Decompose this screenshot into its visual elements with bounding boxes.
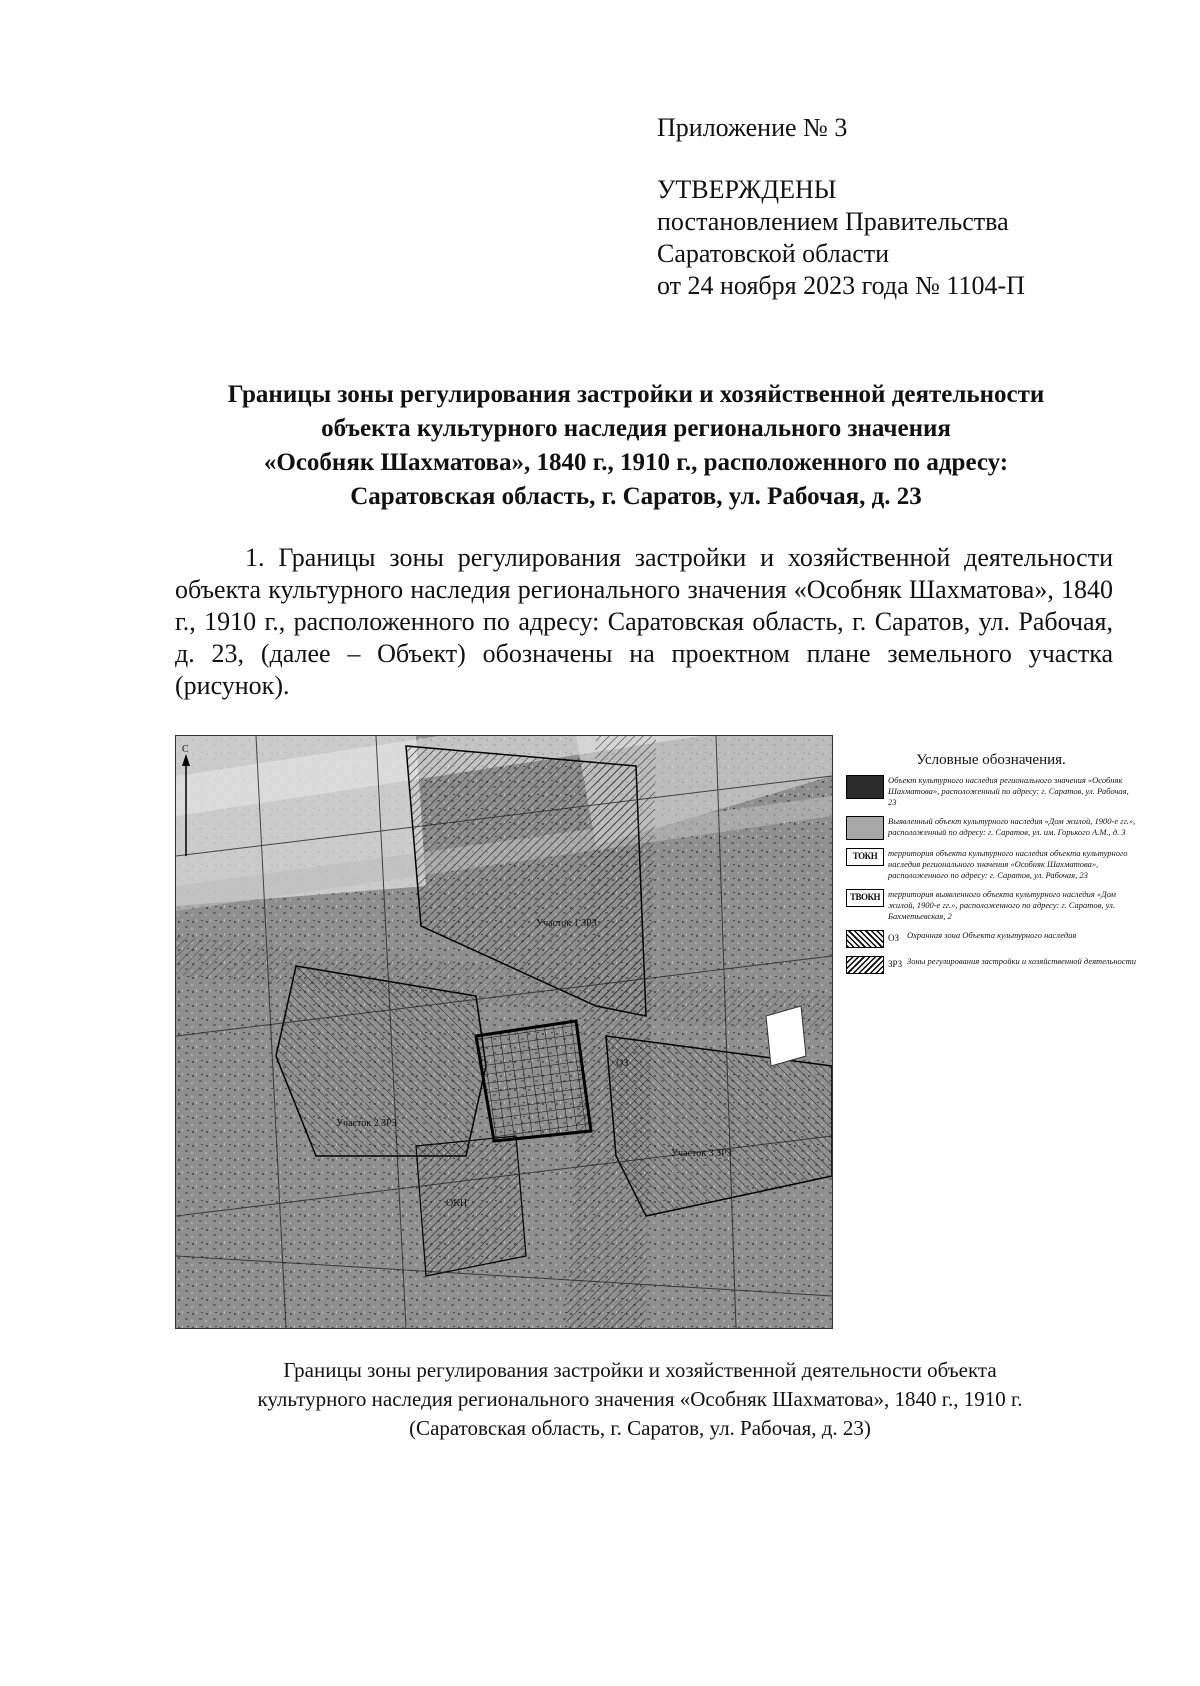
map-legend bbox=[846, 752, 1136, 982]
caption-line: Границы зоны регулирования застройки и хозяйственной деятельности объекта bbox=[283, 1358, 997, 1382]
caption-line: (Саратовская область, г. Саратов, ул. Рабочая, д. 23) bbox=[409, 1416, 871, 1440]
north-arrow-label: С bbox=[182, 744, 189, 755]
map-label-oz: ОЗ bbox=[616, 1058, 629, 1069]
legend-item-text: Охранная зона Объекта культурного наследия bbox=[907, 930, 1077, 940]
approved-heading: УТВЕРЖДЕНЫ bbox=[657, 175, 837, 204]
appendix-number: Приложение № 3 bbox=[657, 113, 848, 142]
map-label-plot-2: Участок 2 ЗРЗ bbox=[336, 1118, 397, 1129]
title-line: объекта культурного наследия регионального значения bbox=[321, 415, 951, 442]
legend-item bbox=[846, 848, 1136, 881]
title-line: Саратовская область, г. Саратов, ул. Рабочая, д. 23 bbox=[350, 483, 922, 510]
approval-block bbox=[657, 112, 1025, 302]
title-line: Границы зоны регулирования застройки и хозяйственной деятельности bbox=[227, 381, 1045, 408]
body-paragraph bbox=[175, 542, 1113, 702]
legend-item bbox=[846, 775, 1136, 808]
legend-swatch-zrz bbox=[846, 956, 884, 974]
caption-line: культурного наследия регионального значения «Особняк Шахматова», 1840 г., 1910 г. bbox=[257, 1387, 1023, 1411]
legend-item-text: территория объекта культурного наследия объекта культурного наследия регионального значения «Особняк Шахматова», расположенного по адресу: г. Саратов, ул. Рабочая, 23 bbox=[888, 848, 1128, 880]
map-label-okn: ОКН bbox=[446, 1198, 468, 1209]
legend-swatch-tokn: ТОКН bbox=[846, 848, 884, 866]
legend-code: ЗРЗ bbox=[888, 959, 903, 969]
legend-code: ОЗ bbox=[888, 933, 900, 943]
legend-item bbox=[846, 930, 1136, 948]
figure-caption bbox=[150, 1356, 1130, 1443]
legend-item-text: Зоны регулирования застройки и хозяйственной деятельности bbox=[907, 956, 1136, 966]
legend-item-text: Выявленный объект культурного наследия «Дом жилой, 1900-е гг.», расположенный по адресу: г. Саратов, ул. им. Горького А.М., д. 3 bbox=[888, 816, 1136, 837]
approval-date: от 24 ноября 2023 года № 1104-П bbox=[657, 271, 1025, 300]
map-label-plot-1: Участок 1 ЗРЗ bbox=[536, 918, 597, 929]
legend-item bbox=[846, 956, 1136, 974]
legend-swatch-oz bbox=[846, 930, 884, 948]
title-line: «Особняк Шахматова», 1840 г., 1910 г., расположенного по адресу: bbox=[263, 449, 1009, 476]
legend-item bbox=[846, 816, 1136, 840]
legend-title: Условные обозначения. bbox=[916, 752, 1066, 768]
legend-swatch-okn bbox=[846, 775, 884, 799]
approval-line: постановлением Правительства bbox=[657, 207, 1009, 236]
paragraph-text: 1. Границы зоны регулирования застройки и хозяйственной деятельности объекта культурного наследия регионального значения «Особняк Шахматова», 1840 г., 1910 г., расположенного по адресу: Саратовская область, г. Саратов, ул. Рабочая, д. 23, (далее – Объект) обозначены на проектном плане земельного участка (рисунок). bbox=[175, 543, 1113, 700]
map-label-plot-3: Участок 3 ЗРЗ bbox=[671, 1148, 732, 1159]
document-title bbox=[150, 378, 1122, 514]
legend-swatch-vokn bbox=[846, 816, 884, 840]
legend-item bbox=[846, 889, 1136, 922]
legend-item-text: территория выявленного объекта культурного наследия «Дом жилой, 1900-е гг.», расположенного по адресу: г. Саратов, ул. Бахметьевская, 2 bbox=[888, 889, 1116, 921]
legend-item-text: Объект культурного наследия регионального значения «Особняк Шахматова», расположенный по адресу: г. Саратов, ул. Рабочая, 23 bbox=[888, 775, 1129, 807]
legend-swatch-tvokn: ТВОКН bbox=[846, 889, 884, 907]
approval-line: Саратовской области bbox=[657, 239, 890, 268]
site-plan-map bbox=[175, 735, 833, 1329]
